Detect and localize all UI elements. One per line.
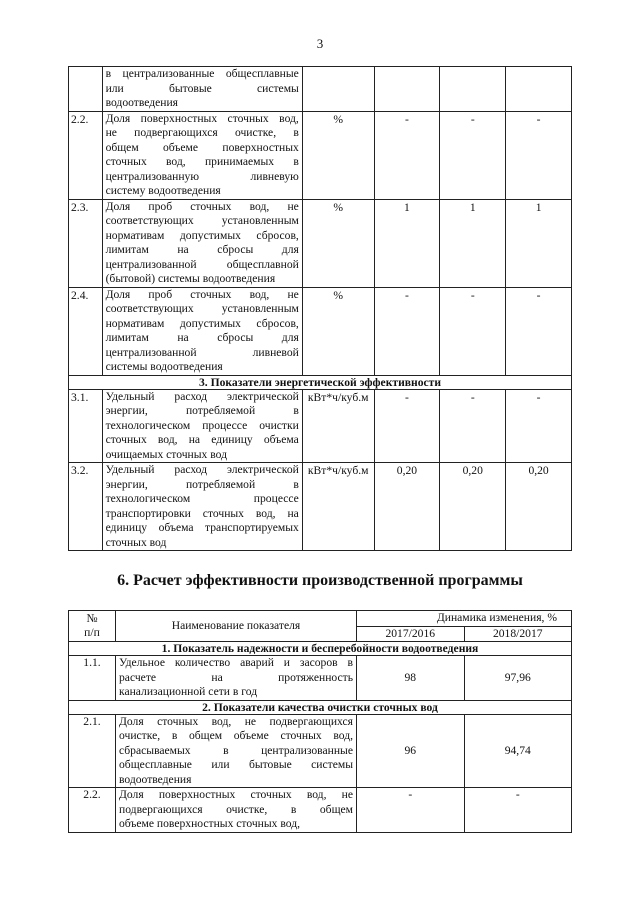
row-unit: % bbox=[302, 287, 374, 375]
table-row bbox=[69, 788, 572, 833]
row-description: Удельный расход электрической энергии, потребляемой в технологическом процессе очистки сточных вод, на единицу объема очищаемых сточных вод bbox=[102, 389, 302, 463]
row-description: Доля поверхностных сточных вод, не подвергающихся очистке, в общем объеме поверхностных сточных вод, bbox=[116, 788, 357, 833]
row-value-2: - bbox=[440, 287, 506, 375]
row-value-3: - bbox=[506, 111, 572, 199]
row-number: 3.2. bbox=[69, 463, 103, 551]
row-value-2: - bbox=[464, 788, 572, 833]
row-value-1 bbox=[374, 67, 440, 112]
row-value-1: - bbox=[374, 287, 440, 375]
section-row bbox=[69, 375, 572, 389]
row-description: Доля поверхностных сточных вод, не подвергающихся очистке, в общем объеме поверхностных сточных вод, принимаемых в централизованную ливневую систему водоотведения bbox=[102, 111, 302, 199]
table-row bbox=[69, 199, 572, 287]
row-unit: % bbox=[302, 199, 374, 287]
table-header-row bbox=[69, 611, 572, 627]
row-description: Удельное количество аварий и засоров в расчете на протяженность канализационной сети в год bbox=[116, 656, 357, 701]
row-description: Доля проб сточных вод, не соответствующих установленным нормативам допустимых сбросов, лимитам на сбросы для централизованной общесплавной (бытовой) системы водоотведения bbox=[102, 199, 302, 287]
row-unit bbox=[302, 67, 374, 112]
row-value-2: 1 bbox=[440, 199, 506, 287]
section-heading: 1. Показатель надежности и бесперебойности водоотведения bbox=[69, 642, 572, 656]
row-description: в централизованные общесплавные или бытовые системы водоотведения bbox=[102, 67, 302, 112]
row-unit: кВт*ч/куб.м bbox=[302, 463, 374, 551]
table-row bbox=[69, 714, 572, 788]
row-number: 2.4. bbox=[69, 287, 103, 375]
row-value-2: - bbox=[440, 111, 506, 199]
table-row bbox=[69, 463, 572, 551]
row-unit: % bbox=[302, 111, 374, 199]
section-row bbox=[69, 642, 572, 656]
row-value-2: 94,74 bbox=[464, 714, 572, 788]
row-value-1: 1 bbox=[374, 199, 440, 287]
row-value-1: - bbox=[374, 111, 440, 199]
header-dynamics: Динамика изменения, % bbox=[357, 611, 572, 627]
row-value-1: 96 bbox=[357, 714, 465, 788]
page-number: 3 bbox=[316, 36, 324, 51]
row-number: 2.1. bbox=[69, 714, 116, 788]
section-row bbox=[69, 700, 572, 714]
row-number: 1.1. bbox=[69, 656, 116, 701]
row-number bbox=[69, 67, 103, 112]
row-value-3: 0,20 bbox=[506, 463, 572, 551]
row-value-1: - bbox=[374, 389, 440, 463]
table-row bbox=[69, 67, 572, 112]
row-number: 3.1. bbox=[69, 389, 103, 463]
row-value-1: - bbox=[357, 788, 465, 833]
table-row bbox=[69, 111, 572, 199]
table-row bbox=[69, 287, 572, 375]
row-value-1: 0,20 bbox=[374, 463, 440, 551]
row-value-3: - bbox=[506, 287, 572, 375]
row-description: Доля проб сточных вод, не соответствующих установленным нормативам допустимых сбросов, лимитам на сбросы для централизованной ливневой системы водоотведения bbox=[102, 287, 302, 375]
section-6-title: 6. Расчет эффективности производственной программы bbox=[117, 572, 523, 589]
row-number: 2.2. bbox=[69, 111, 103, 199]
efficiency-table bbox=[68, 610, 572, 833]
header-col-2018-2017: 2018/2017 bbox=[464, 626, 572, 642]
section-heading: 3. Показатели энергетической эффективности bbox=[69, 375, 572, 389]
row-number: 2.3. bbox=[69, 199, 103, 287]
header-col-2017-2016: 2017/2016 bbox=[357, 626, 465, 642]
row-description: Доля сточных вод, не подвергающихся очистке, в общем объеме сточных вод, сбрасываемых в централизованные общесплавные или бытовые системы водоотведения bbox=[116, 714, 357, 788]
row-value-3: - bbox=[506, 389, 572, 463]
table-row bbox=[69, 656, 572, 701]
row-value-1: 98 bbox=[357, 656, 465, 701]
table-row bbox=[69, 389, 572, 463]
section-heading: 2. Показатели качества очистки сточных вод bbox=[69, 700, 572, 714]
row-unit: кВт*ч/куб.м bbox=[302, 389, 374, 463]
row-value-2 bbox=[440, 67, 506, 112]
row-description: Удельный расход электрической энергии, потребляемой в технологическом процессе транспортировки сточных вод, на единицу объема транспортируемых сточных вод bbox=[102, 463, 302, 551]
header-name: Наименование показателя bbox=[116, 611, 357, 642]
header-num: № п/п bbox=[69, 611, 116, 642]
row-value-3 bbox=[506, 67, 572, 112]
row-value-2: 97,96 bbox=[464, 656, 572, 701]
row-number: 2.2. bbox=[69, 788, 116, 833]
row-value-2: - bbox=[440, 389, 506, 463]
row-value-2: 0,20 bbox=[440, 463, 506, 551]
row-value-3: 1 bbox=[506, 199, 572, 287]
indicators-table-continued bbox=[68, 66, 572, 551]
